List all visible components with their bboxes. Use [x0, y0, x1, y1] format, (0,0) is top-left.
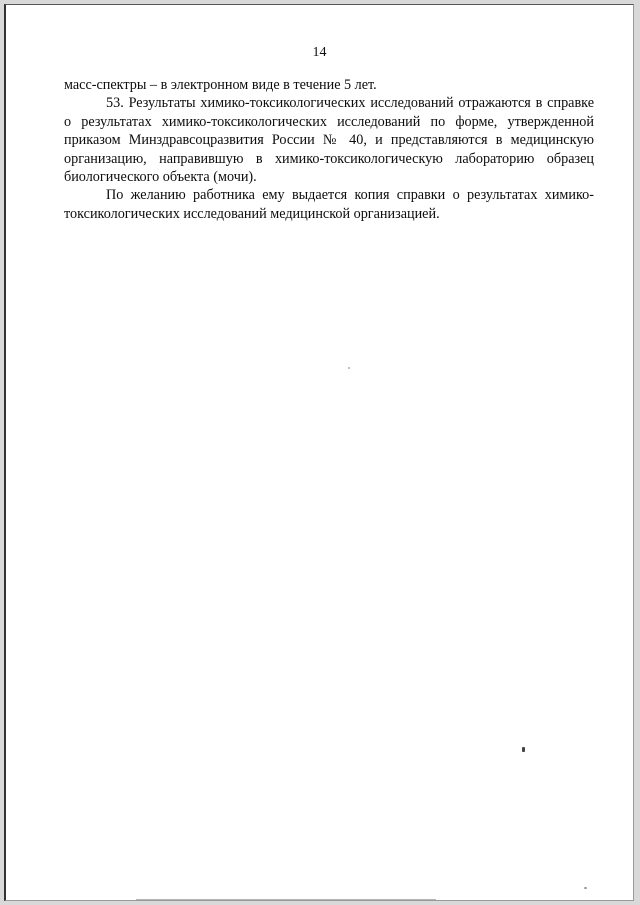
scan-speck: [522, 747, 525, 752]
scan-speck: [348, 367, 350, 369]
paragraph-continuation: масс-спектры – в электронном виде в течение 5 лет.: [64, 77, 377, 93]
scanned-page: [4, 4, 634, 901]
page-number: 14: [312, 45, 327, 60]
document-body: [64, 76, 594, 223]
scan-speck: [584, 887, 587, 889]
scan-edge-line: [136, 899, 436, 900]
paragraph-copy-request: По желанию работника ему выдается копия справки о результатах химико-токсикологических исследований медицинской организацией.: [64, 187, 594, 222]
paragraph-item-53: 53. Результаты химико-токсикологических исследований отражаются в справке о результатах химико-токсикологических исследований по форме, утвержденной приказом Минздравсоцразвития России № 40, и представляются в медицинскую организацию, направившую в химико-токсикологическую лабораторию образец биологического объекта (мочи).: [64, 95, 594, 186]
